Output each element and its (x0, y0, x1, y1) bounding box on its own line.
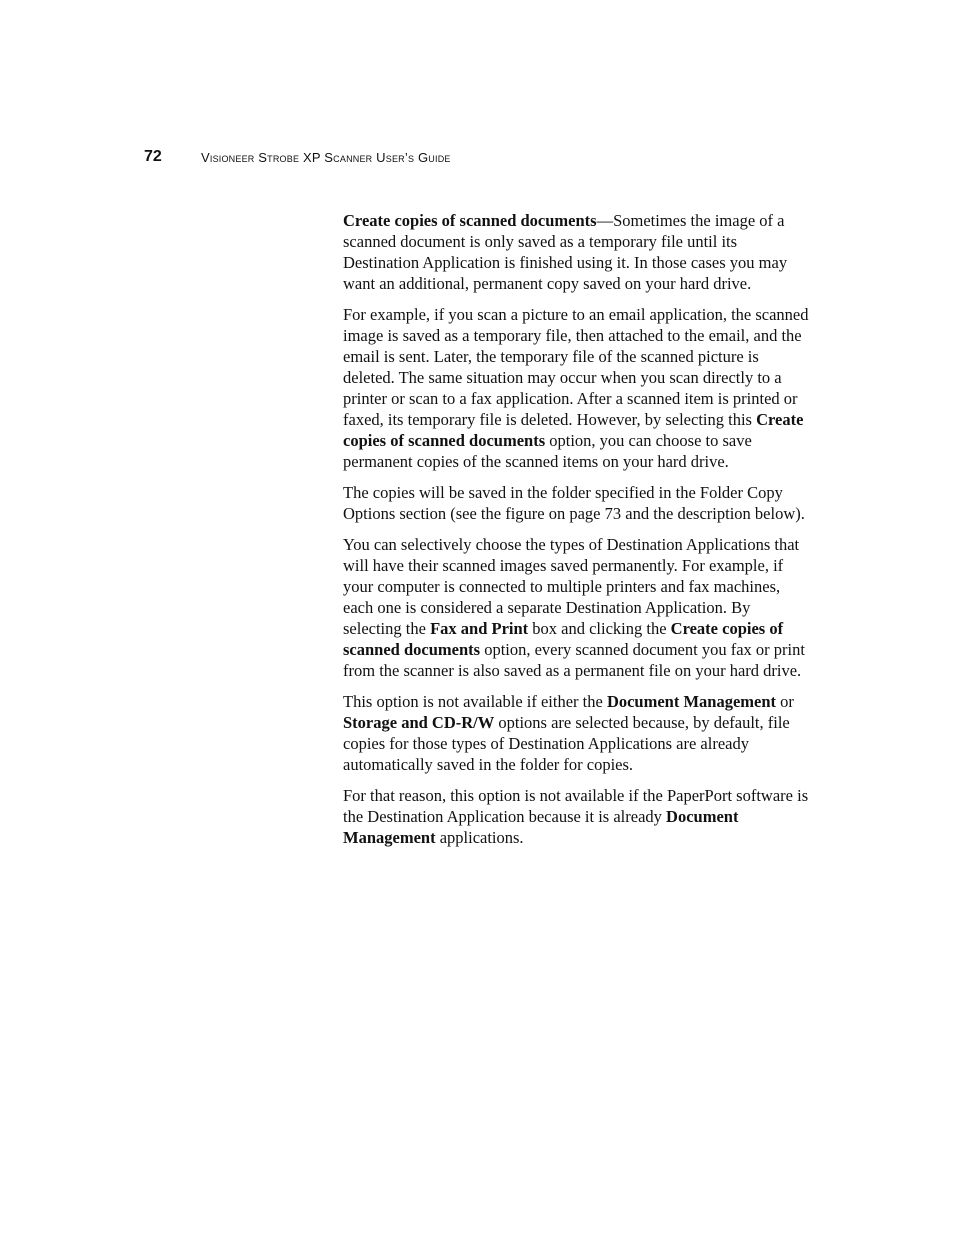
bold-term: Create copies of scanned documents (343, 619, 784, 659)
paragraph-paperport (343, 785, 809, 848)
text-run: or (776, 692, 794, 711)
text-run: You can selectively choose the types of Destination Applications that will have their scanned images saved permanently. For example, if your computer is connected to multiple printers and fax machines, each one is considered a separate Destination Application. By selecting the (343, 535, 800, 638)
bold-term: Document Management (606, 692, 777, 711)
bold-term: Create copies of scanned documents (343, 211, 597, 230)
paragraph-selective-types (343, 534, 809, 681)
text-run: The copies will be saved in the folder specified in the Folder Copy Options section (see the figure on page 73 and the description below). (343, 483, 805, 523)
text-run: applications. (435, 828, 524, 847)
text-run: options are selected because, by default, file copies for those types of Destination Applications are already automatically saved in the folder for copies. (343, 713, 790, 774)
running-title: Visioneer Strobe XP Scanner User’s Guide (201, 150, 451, 165)
text-run: option, you can choose to save permanent copies of the scanned items on your hard drive. (343, 431, 752, 471)
paragraph-create-copies (343, 210, 809, 294)
paragraph-example (343, 304, 809, 472)
text-run: box and clicking the (528, 619, 671, 638)
text-run: For example, if you scan a picture to an email application, the scanned image is saved as a temporary file, then attached to the email, and the email is sent. Later, the temporary file of the scanned picture is deleted. The same situation may occur when you scan directly to a printer or scan to a fax application. After a scanned item is printed or faxed, its temporary file is deleted. However, by selecting this (343, 305, 809, 429)
bold-term: Storage and CD-R/W (343, 713, 495, 732)
body-text (343, 210, 809, 858)
page-number: 72 (144, 148, 162, 165)
bold-term: Fax and Print (430, 619, 529, 638)
bold-term: Create copies of scanned documents (343, 410, 804, 450)
text-run: This option is not available if either the (343, 692, 607, 711)
paragraph-folder-location (343, 482, 809, 524)
text-run: option, every scanned document you fax or print from the scanner is also saved as a permanent file on your hard drive. (343, 640, 805, 680)
text-run: —Sometimes the image of a scanned document is only saved as a temporary file until its Destination Application is finished using it. In those cases you may want an additional, permanent copy saved on your hard drive. (343, 211, 788, 293)
paragraph-not-available (343, 691, 809, 775)
text-run: For that reason, this option is not available if the PaperPort software is the Destination Application because it is already (343, 786, 809, 826)
bold-term: Document Management (343, 807, 739, 847)
